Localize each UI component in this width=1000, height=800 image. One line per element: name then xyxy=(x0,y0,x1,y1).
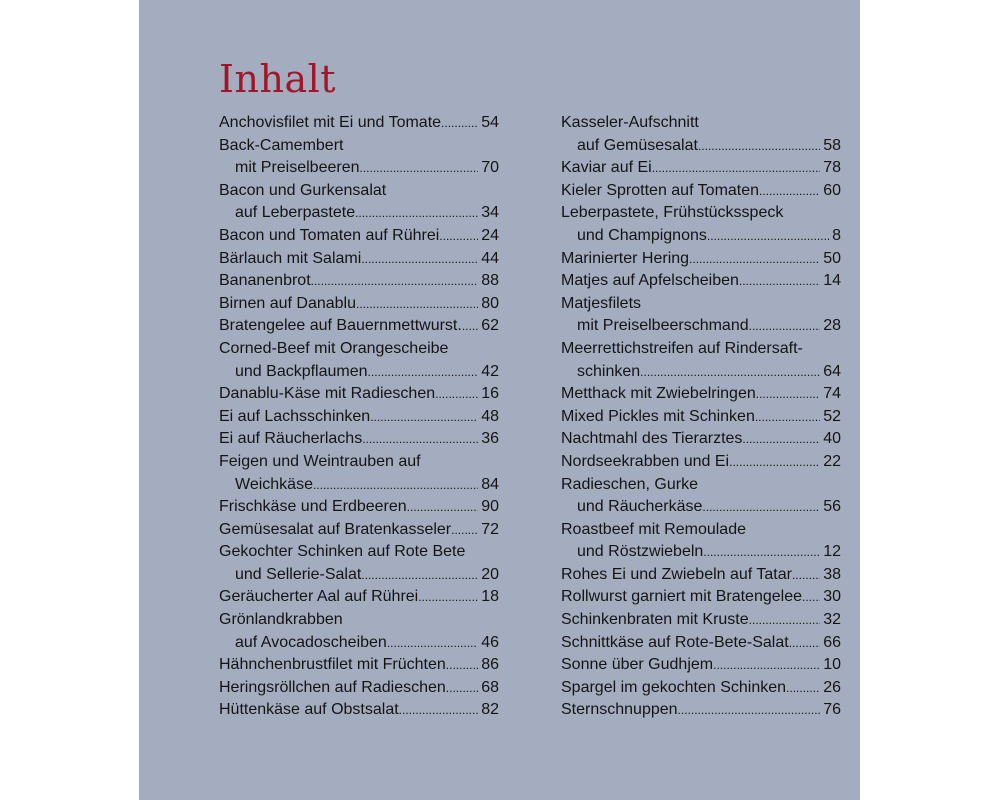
toc-entry-line xyxy=(219,225,499,248)
dot-leader xyxy=(652,157,820,180)
toc-page-number: 72 xyxy=(481,520,499,538)
toc-page-number: 32 xyxy=(823,611,841,629)
toc-entry-title: Hüttenkäse auf Obstsalat xyxy=(219,701,399,719)
toc-entry-title: Feigen und Weintrauben auf xyxy=(219,452,421,470)
toc-entry xyxy=(561,564,841,587)
toc-entry xyxy=(561,654,841,677)
toc-page-number: 44 xyxy=(481,249,499,267)
toc-entry-continuation xyxy=(561,135,841,158)
toc-entry-line xyxy=(219,135,499,158)
toc-entry xyxy=(561,112,841,157)
toc-entry-title: und Räucherkäse xyxy=(577,498,703,516)
toc-page-number: 34 xyxy=(481,204,499,222)
toc-page-number: 24 xyxy=(481,226,499,244)
toc-entry-title: Marinierter Hering xyxy=(561,249,690,267)
toc-entry-title: Meerrettichstreifen auf Rindersaft- xyxy=(561,339,803,357)
toc-entry-title: Bärlauch mit Salami xyxy=(219,249,362,267)
toc-entry-title: Sonne über Gudhjem xyxy=(561,656,714,674)
toc-page-number: 56 xyxy=(823,498,841,516)
dot-leader xyxy=(446,677,478,700)
dot-leader xyxy=(313,474,478,497)
toc-page-number: 28 xyxy=(823,317,841,335)
dot-leader xyxy=(707,225,829,248)
dot-leader xyxy=(756,383,820,406)
toc-entry xyxy=(561,157,841,180)
toc-entry-line xyxy=(219,112,499,135)
toc-entry-title: Geräucherter Aal auf Rührei xyxy=(219,588,419,606)
toc-entry-title: und Sellerie-Salat xyxy=(235,565,362,583)
toc-page-number: 26 xyxy=(823,678,841,696)
toc-entry-title: Birnen auf Danablu xyxy=(219,294,356,312)
toc-entry-line xyxy=(219,248,499,271)
toc-entry xyxy=(561,338,841,383)
dot-leader xyxy=(703,541,820,564)
toc-entry-line xyxy=(219,699,499,722)
toc-entry-title: Metthack mit Zwiebelringen xyxy=(561,385,756,403)
dot-leader xyxy=(418,586,478,609)
toc-page-number: 8 xyxy=(832,226,841,244)
toc-entry-line xyxy=(219,270,499,293)
toc-page-number: 38 xyxy=(823,565,841,583)
toc-entry-title: Gekochter Schinken auf Rote Bete xyxy=(219,543,466,561)
toc-entry-title: auf Gemüsesalat xyxy=(577,136,698,154)
toc-entry-title: schinken xyxy=(577,362,641,380)
toc-entry-title: und Champignons xyxy=(577,226,707,244)
toc-page-number: 88 xyxy=(481,272,499,290)
toc-entry-line xyxy=(561,157,841,180)
toc-entry-line xyxy=(219,293,499,316)
toc-entry xyxy=(219,225,499,248)
toc-page-number: 20 xyxy=(481,565,499,583)
toc-page-number: 76 xyxy=(823,701,841,719)
dot-leader xyxy=(387,632,478,655)
dot-leader xyxy=(451,519,478,542)
toc-entry xyxy=(219,586,499,609)
toc-entry-title: Bananenbrot xyxy=(219,272,311,290)
dot-leader xyxy=(742,428,820,451)
toc-column-right xyxy=(561,112,841,722)
toc-page-number: 40 xyxy=(823,430,841,448)
toc-entry xyxy=(561,270,841,293)
toc-entry-continuation xyxy=(561,225,841,248)
dot-leader xyxy=(729,451,820,474)
toc-page-number: 16 xyxy=(481,385,499,403)
dot-leader xyxy=(739,270,820,293)
toc-entry xyxy=(219,519,499,542)
toc-entry xyxy=(561,248,841,271)
toc-entry-line xyxy=(219,180,499,203)
page-title: Inhalt xyxy=(219,57,337,101)
toc-entry xyxy=(561,406,841,429)
toc-entry xyxy=(561,632,841,655)
toc-entry xyxy=(219,315,499,338)
toc-entry-line xyxy=(219,677,499,700)
toc-entry-title: Matjesfilets xyxy=(561,294,642,312)
toc-entry-title: Radieschen, Gurke xyxy=(561,475,698,493)
toc-entry-continuation xyxy=(219,157,499,180)
toc-entry xyxy=(561,699,841,722)
toc-entry xyxy=(219,338,499,383)
toc-entry-title: auf Leberpastete xyxy=(235,204,356,222)
dot-leader xyxy=(439,225,478,248)
dot-leader xyxy=(446,654,478,677)
toc-page-number: 80 xyxy=(481,294,499,312)
toc-entry-title: Weichkäse xyxy=(235,475,313,493)
dot-leader xyxy=(792,564,820,587)
toc-entry xyxy=(219,428,499,451)
toc-page-number: 52 xyxy=(823,407,841,425)
toc-entry-line xyxy=(219,519,499,542)
toc-page-number: 68 xyxy=(481,678,499,696)
dot-leader xyxy=(368,361,479,384)
toc-entry-title: Bacon und Gurkensalat xyxy=(219,181,387,199)
toc-entry xyxy=(219,496,499,519)
toc-entry-line xyxy=(561,451,841,474)
dot-leader xyxy=(399,699,479,722)
toc-page-number: 60 xyxy=(823,181,841,199)
toc-entry-title: Danablu-Käse mit Radieschen xyxy=(219,385,436,403)
toc-entry xyxy=(561,677,841,700)
toc-entry-line xyxy=(219,383,499,406)
toc-entry xyxy=(219,451,499,496)
toc-entry xyxy=(219,406,499,429)
toc-entry-line xyxy=(561,677,841,700)
dot-leader xyxy=(749,315,821,338)
toc-entry-continuation xyxy=(561,361,841,384)
toc-entry xyxy=(219,293,499,316)
toc-entry-line xyxy=(561,564,841,587)
dot-leader xyxy=(462,315,478,338)
toc-entry-title: und Backpflaumen xyxy=(235,362,368,380)
toc-entry-line xyxy=(561,248,841,271)
toc-entry-line xyxy=(219,428,499,451)
toc-entry-continuation xyxy=(561,496,841,519)
dot-leader xyxy=(698,135,820,158)
toc-entry-title: Bacon und Tomaten auf Rührei xyxy=(219,226,440,244)
toc-entry xyxy=(219,699,499,722)
toc-page-number: 84 xyxy=(481,475,499,493)
dot-leader xyxy=(713,654,820,677)
toc-entry xyxy=(561,451,841,474)
toc-entry-line xyxy=(561,293,841,316)
toc-entry-line xyxy=(219,586,499,609)
toc-entry-line xyxy=(561,474,841,497)
toc-entry xyxy=(561,474,841,519)
toc-entry-title: Frischkäse und Erdbeeren xyxy=(219,498,407,516)
toc-entry-line xyxy=(561,338,841,361)
toc-entry-line xyxy=(561,270,841,293)
toc-entry xyxy=(561,202,841,247)
toc-entry-continuation xyxy=(561,315,841,338)
toc-entry-title: Corned-Beef mit Orangescheibe xyxy=(219,339,449,357)
toc-entry xyxy=(219,248,499,271)
toc-entry xyxy=(561,609,841,632)
toc-entry-title: Nordseekrabben und Ei xyxy=(561,452,730,470)
dot-leader xyxy=(311,270,479,293)
toc-page-number: 64 xyxy=(823,362,841,380)
toc-entry xyxy=(561,428,841,451)
toc-entry-title: Rohes Ei und Zwiebeln auf Tatar xyxy=(561,565,792,583)
dot-leader xyxy=(640,361,820,384)
toc-entry-title: Kaviar auf Ei xyxy=(561,159,652,177)
toc-entry-line xyxy=(561,632,841,655)
toc-page-number: 36 xyxy=(481,430,499,448)
toc-entry-title: auf Avocadoscheiben xyxy=(235,633,387,651)
dot-leader xyxy=(759,180,820,203)
toc-entry-title: mit Preiselbeeren xyxy=(235,159,360,177)
toc-column-left xyxy=(219,112,499,722)
dot-leader xyxy=(356,293,478,316)
toc-entry-continuation xyxy=(219,632,499,655)
toc-entry-line xyxy=(219,541,499,564)
toc-page-number: 54 xyxy=(481,114,499,131)
toc-entry-continuation xyxy=(219,474,499,497)
toc-entry-title: Back-Camembert xyxy=(219,136,344,154)
toc-entry-title: Ei auf Räucherlachs xyxy=(219,430,363,448)
dot-leader xyxy=(441,112,478,135)
toc-entry xyxy=(219,112,499,135)
toc-entry xyxy=(219,677,499,700)
toc-entry-title: Leberpastete, Frühstücksspeck xyxy=(561,204,784,222)
toc-entry-title: Anchovisfilet mit Ei und Tomate xyxy=(219,114,442,131)
toc-entry-title: Sternschnuppen xyxy=(561,701,678,719)
toc-page-number: 78 xyxy=(823,159,841,177)
toc-entry xyxy=(219,541,499,586)
toc-page-number: 48 xyxy=(481,407,499,425)
dot-leader xyxy=(361,248,478,271)
toc-entry-line xyxy=(561,180,841,203)
toc-entry-title: Nachtmahl des Tierarztes xyxy=(561,430,743,448)
toc-page-number: 50 xyxy=(823,249,841,267)
toc-entry-line xyxy=(219,451,499,474)
toc-entry-line xyxy=(219,315,499,338)
toc-entry-line xyxy=(561,383,841,406)
toc-page-number: 58 xyxy=(823,136,841,154)
toc-entry-line xyxy=(561,406,841,429)
toc-entry xyxy=(561,519,841,564)
toc-entry-continuation xyxy=(561,541,841,564)
toc-entry-title: Spargel im gekochten Schinken xyxy=(561,678,787,696)
toc-entry-line xyxy=(561,586,841,609)
toc-page-number: 82 xyxy=(481,701,499,719)
toc-entry-title: Ei auf Lachsschinken xyxy=(219,407,371,425)
toc-entry-continuation xyxy=(219,361,499,384)
toc-entry xyxy=(219,270,499,293)
toc-entry-title: Heringsröllchen auf Radieschen xyxy=(219,678,446,696)
dot-leader xyxy=(362,428,478,451)
toc-page-number: 30 xyxy=(823,588,841,606)
toc-page-number: 66 xyxy=(823,633,841,651)
toc-entry-title: Kasseler-Aufschnitt xyxy=(561,114,699,131)
toc-page-number: 10 xyxy=(823,656,841,674)
toc-page-number: 18 xyxy=(481,588,499,606)
toc-page-number: 12 xyxy=(823,543,841,561)
toc-page-number: 74 xyxy=(823,385,841,403)
toc-page-number: 62 xyxy=(481,317,499,335)
toc-entry-title: Gemüsesalat auf Bratenkasseler xyxy=(219,520,452,538)
toc-entry-title: Grönlandkrabben xyxy=(219,611,343,629)
toc-page-number: 90 xyxy=(481,498,499,516)
toc-entry-line xyxy=(561,202,841,225)
dot-leader xyxy=(689,248,820,271)
toc-entry-title: Roastbeef mit Remoulade xyxy=(561,520,746,538)
toc-entry-continuation xyxy=(219,564,499,587)
dot-leader xyxy=(370,406,478,429)
dot-leader xyxy=(360,157,479,180)
dot-leader xyxy=(361,564,478,587)
toc-entry xyxy=(561,586,841,609)
toc-entry xyxy=(219,609,499,654)
toc-entry-line xyxy=(561,699,841,722)
dot-leader xyxy=(802,586,820,609)
dot-leader xyxy=(678,699,821,722)
toc-entry xyxy=(219,180,499,225)
toc-page-number: 42 xyxy=(481,362,499,380)
dot-leader xyxy=(435,383,478,406)
toc-entry-line xyxy=(219,406,499,429)
toc-page-number: 22 xyxy=(823,452,841,470)
toc-entry xyxy=(561,383,841,406)
toc-entry-title: Matjes auf Apfelscheiben xyxy=(561,272,739,290)
dot-leader xyxy=(702,496,820,519)
toc-entry-line xyxy=(219,338,499,361)
toc-entry xyxy=(561,180,841,203)
toc-entry-title: mit Preiselbeerschmand xyxy=(577,317,749,335)
toc-entry-continuation xyxy=(219,202,499,225)
toc-entry-line xyxy=(219,654,499,677)
toc-entry-title: und Röstzwiebeln xyxy=(577,543,704,561)
toc-entry-title: Kieler Sprotten auf Tomaten xyxy=(561,181,760,199)
dot-leader xyxy=(786,677,820,700)
dot-leader xyxy=(407,496,479,519)
toc-entry-title: Hähnchenbrustfilet mit Früchten xyxy=(219,656,446,674)
toc-entry-title: Bratengelee auf Bauernmettwurst. xyxy=(219,317,462,335)
toc-entry-title: Rollwurst garniert mit Bratengelee xyxy=(561,588,802,606)
toc-page xyxy=(139,0,860,800)
dot-leader xyxy=(755,406,820,429)
toc-entry-line xyxy=(561,428,841,451)
toc-entry xyxy=(219,135,499,180)
toc-entry xyxy=(561,293,841,338)
toc-entry-line xyxy=(219,609,499,632)
toc-entry-line xyxy=(219,496,499,519)
dot-leader xyxy=(789,632,821,655)
toc-entry xyxy=(219,654,499,677)
toc-page-number: 86 xyxy=(481,656,499,674)
toc-entry-line xyxy=(561,112,841,135)
toc-page-number: 70 xyxy=(481,159,499,177)
toc-page-number: 14 xyxy=(823,272,841,290)
toc-entry-title: Schnittkäse auf Rote-Bete-Salat xyxy=(561,633,789,651)
toc-entry xyxy=(219,383,499,406)
dot-leader xyxy=(355,202,478,225)
toc-entry-line xyxy=(561,519,841,542)
toc-page-number: 46 xyxy=(481,633,499,651)
toc-entry-title: Schinkenbraten mit Kruste xyxy=(561,611,749,629)
dot-leader xyxy=(749,609,821,632)
toc-entry-title: Mixed Pickles mit Schinken xyxy=(561,407,755,425)
toc-entry-line xyxy=(561,609,841,632)
toc-entry-line xyxy=(561,654,841,677)
